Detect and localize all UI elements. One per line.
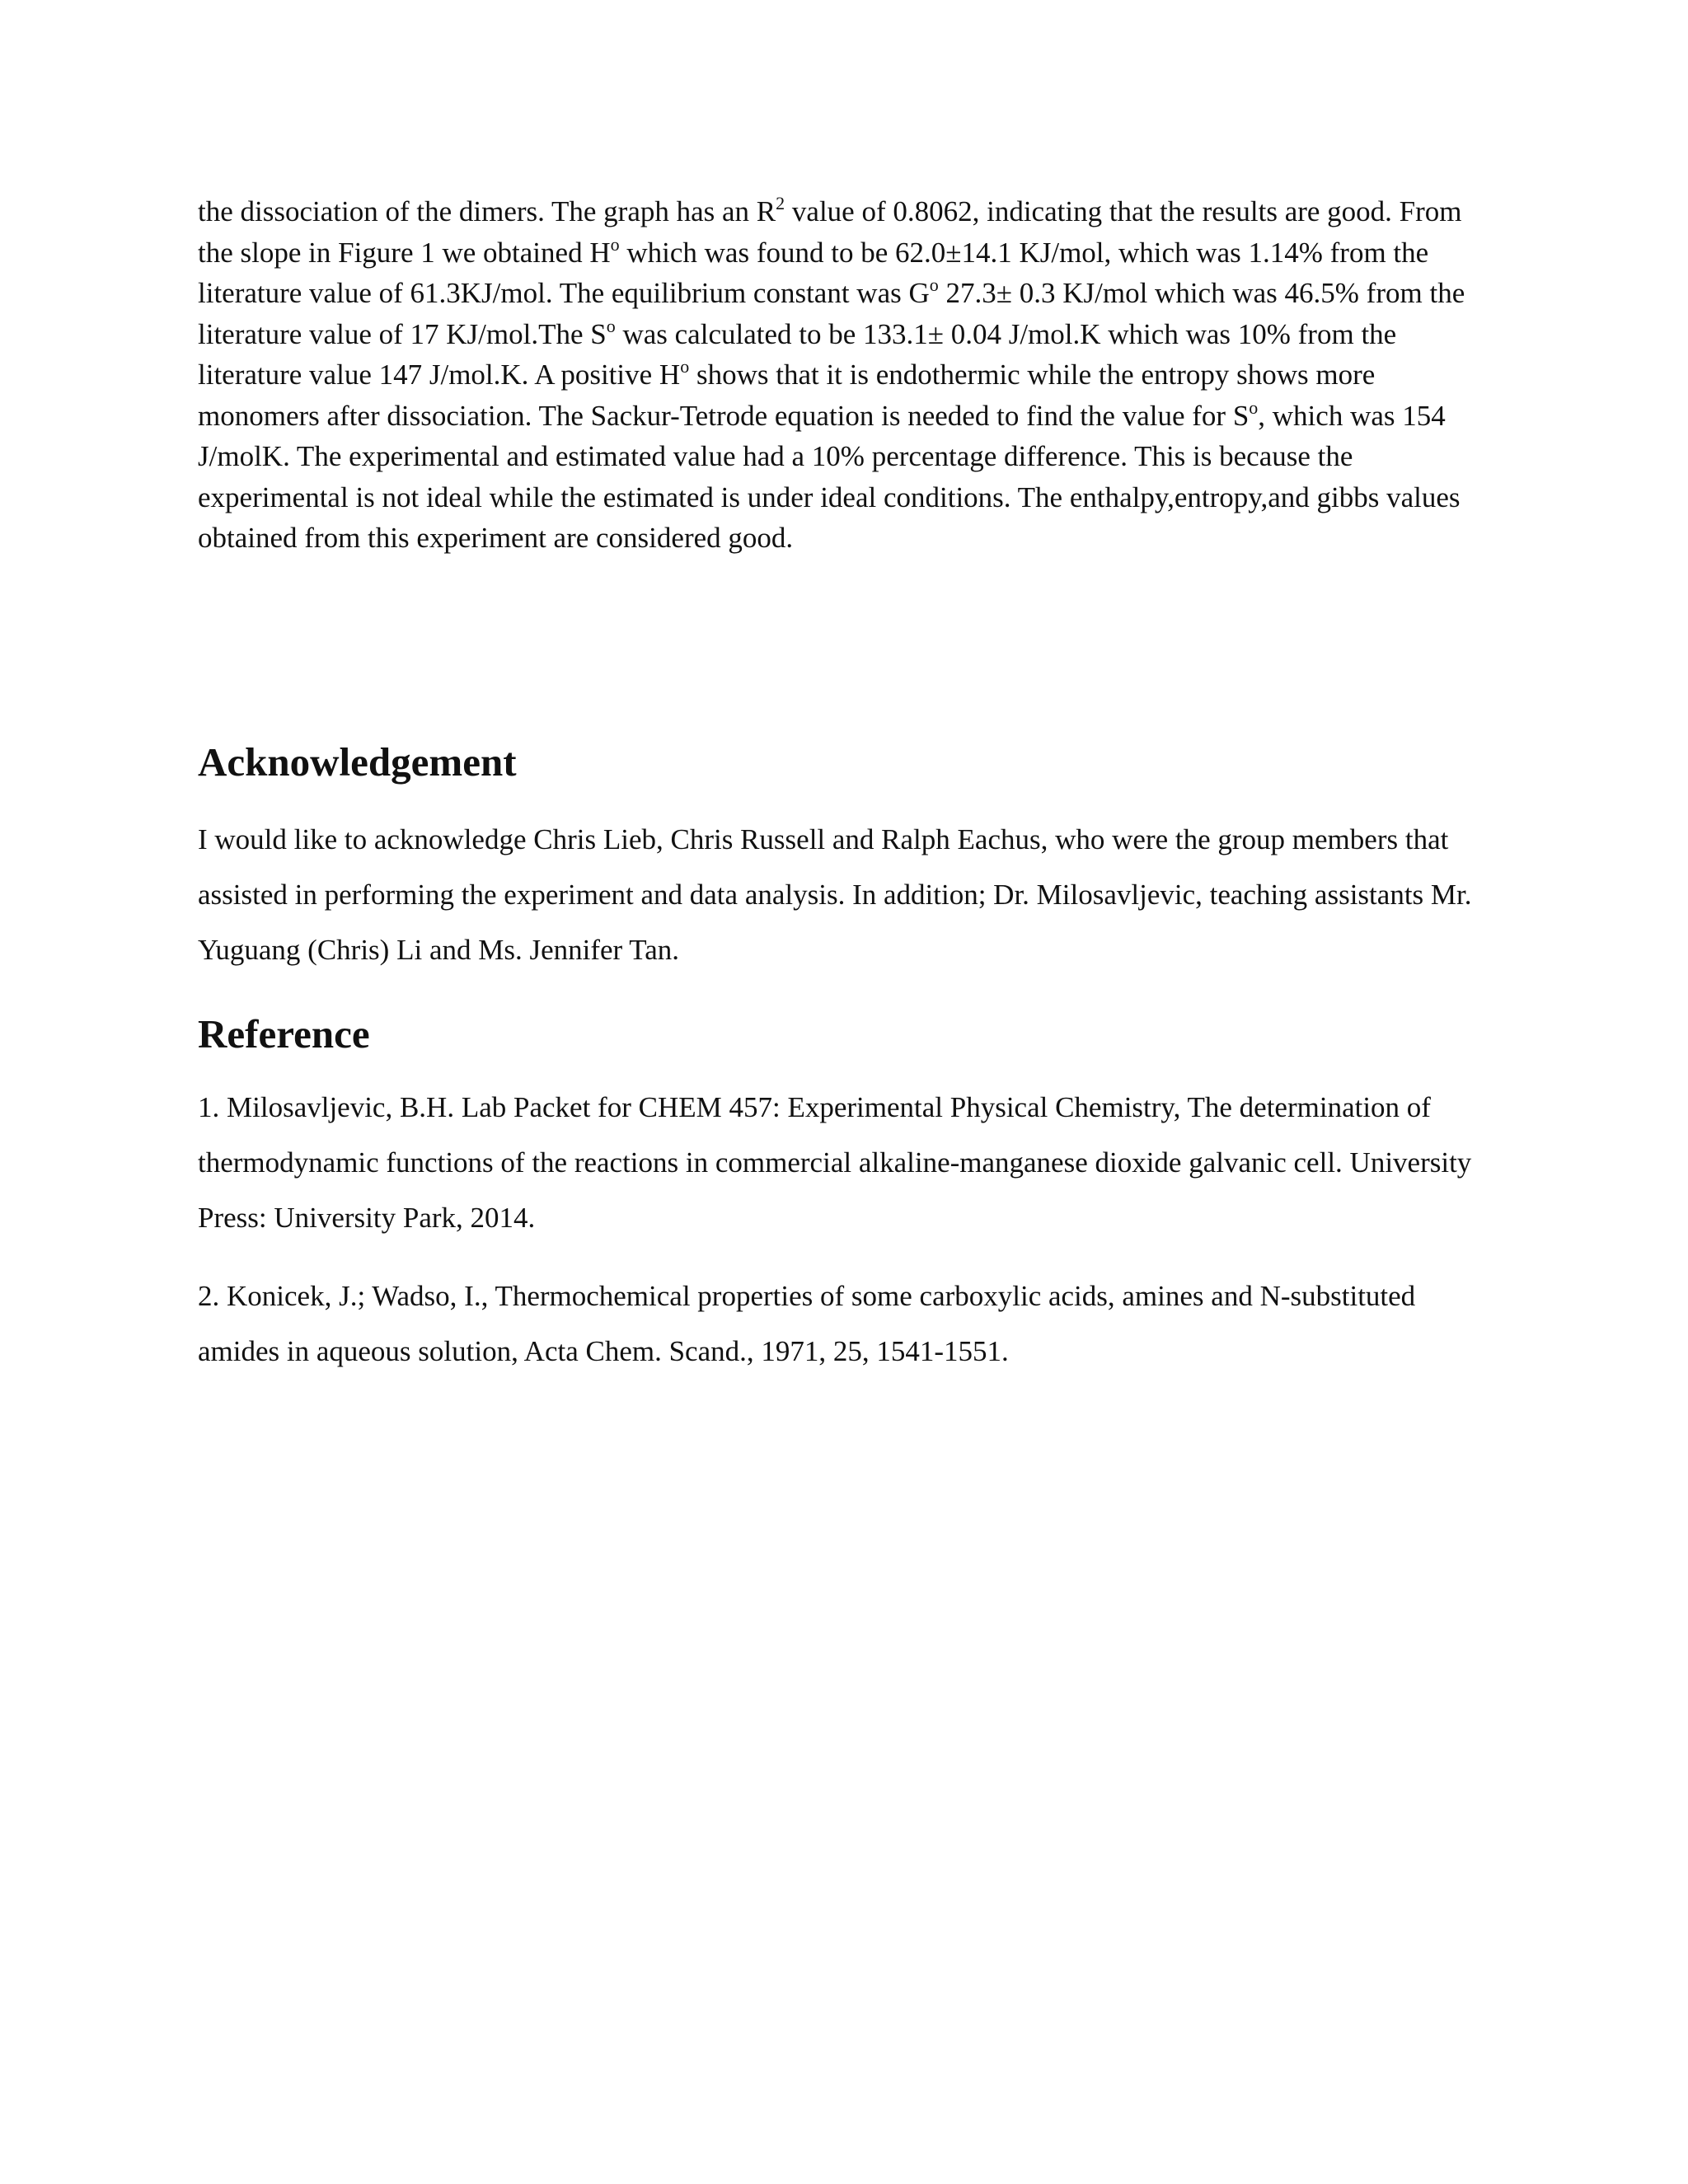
reference-list <box>198 1080 1500 1402</box>
results-text-6: shows that it is endothermic while the entropy shows more monomers after dissociation. The Sackur-Tetrode equation is needed to find the value for S <box>198 359 1376 432</box>
results-text-7: , which was 154 J/molK. The experimental and estimated value had a 10% percentage difference. This is because the experimental is not ideal while the estimated is under ideal conditions. The enthalpy,entropy,and gibbs values obtained from this experiment are considered good. <box>198 399 1461 554</box>
superscript-2: 2 <box>776 193 785 213</box>
superscript-o: o <box>680 356 690 377</box>
results-discussion-paragraph <box>198 191 1500 559</box>
results-text-4: 27.3± 0.3 KJ/mol which was 46.5% from the literature value of 17 KJ/mol.The S <box>198 277 1465 350</box>
superscript-o: o <box>610 233 620 255</box>
reference-heading: Reference <box>198 1011 370 1057</box>
superscript-o: o <box>929 274 939 295</box>
acknowledgement-paragraph: I would like to acknowledge Chris Lieb, Chris Russell and Ralph Eachus, who were the group members that assisted in performing the experiment and data analysis. In addition; Dr. Milosavljevic, teaching assistants Mr. Yuguang (Chris) Li and Ms. Jennifer Tan. <box>198 823 1472 966</box>
superscript-o: o <box>606 315 616 336</box>
reference-item: 2. Konicek, J.; Wadso, I., Thermochemical properties of some carboxylic acids, amines and N-substituted amides in aqueous solution, Acta Chem. Scand., 1971, 25, 1541-1551. <box>198 1280 1416 1367</box>
results-text-1: the dissociation of the dimers. The graph has an R <box>198 195 776 227</box>
superscript-o: o <box>1249 396 1259 418</box>
results-text-3: which was found to be 62.0±14.1 KJ/mol, which was 1.14% from the literature value of 61.3KJ/mol. The equilibrium constant was G <box>198 236 1429 309</box>
acknowledgement-heading: Acknowledgement <box>198 739 517 785</box>
reference-item: 1. Milosavljevic, B.H. Lab Packet for CHEM 457: Experimental Physical Chemistry, The determination of thermodynamic functions of the reactions in commercial alkaline-manganese dioxide galvanic cell. University Press: University Park, 2014. <box>198 1091 1472 1234</box>
results-text-5: was calculated to be 133.1± 0.04 J/mol.K which was 10% from the literature value 147 J/mol.K. A positive H <box>198 317 1397 391</box>
results-text-2: value of 0.8062, indicating that the results are good. From the slope in Figure 1 we obtained H <box>198 195 1462 269</box>
